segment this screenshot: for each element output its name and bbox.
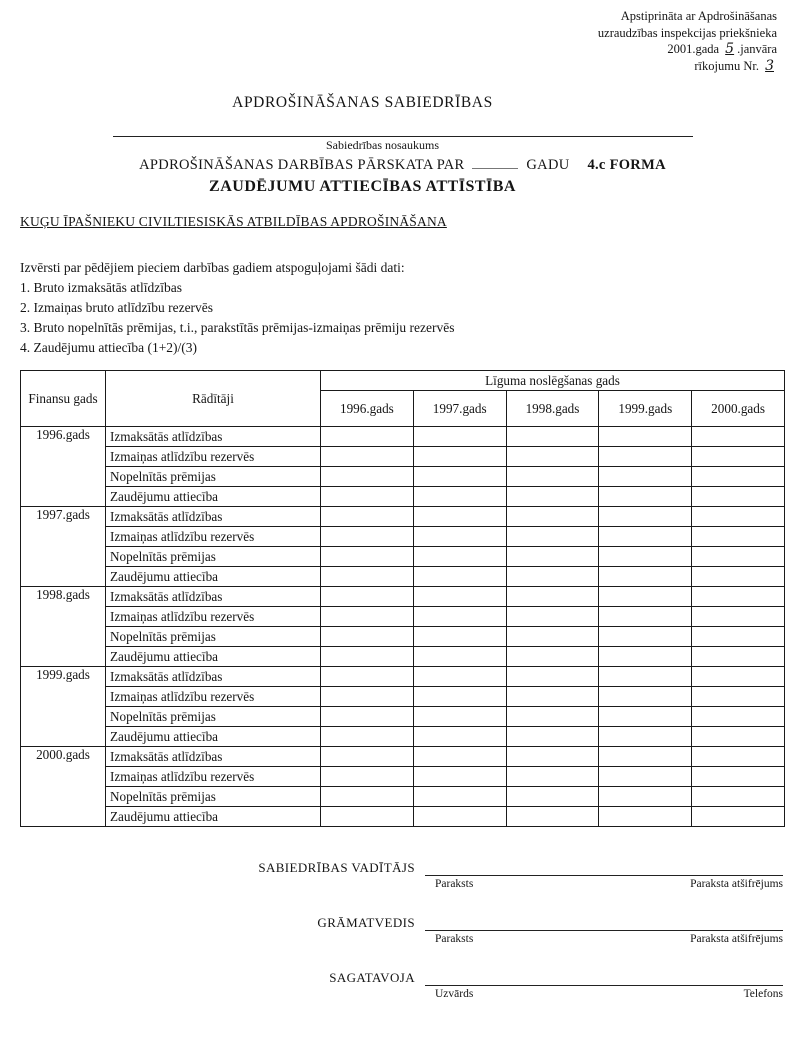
value-cell-empty (692, 767, 785, 787)
value-cell-empty (413, 467, 506, 487)
year-column-header: 1998.gads (506, 391, 599, 427)
value-cell-empty (321, 707, 414, 727)
value-cell-empty (321, 767, 414, 787)
value-cell-empty (413, 667, 506, 687)
value-cell-empty (321, 587, 414, 607)
table-row (21, 787, 785, 807)
value-cell-empty (692, 727, 785, 747)
value-cell-empty (599, 427, 692, 447)
value-cell-empty (506, 467, 599, 487)
report-title (20, 156, 785, 174)
value-cell-empty (413, 747, 506, 767)
signature-caption-right: Paraksta atšifrējums (690, 933, 783, 945)
value-cell-empty (506, 687, 599, 707)
form-code: 4.c FORMA (587, 157, 666, 173)
intro-item: 3. Bruto nopelnītās prēmijas, t.i., parakstītās prēmijas-izmaiņas prēmiju rezervēs (20, 320, 455, 335)
indicators-header: Rādītāji (106, 371, 321, 427)
signature-label: GRĀMATVEDIS (317, 915, 415, 930)
approval-date-prefix: 2001.gada (667, 42, 720, 56)
table-row (21, 507, 785, 527)
signature-block-accountant (20, 914, 785, 945)
value-cell-empty (506, 787, 599, 807)
indicator-cell: Izmaiņas atlīdzību rezervēs (106, 447, 321, 467)
value-cell-empty (599, 707, 692, 727)
loss-ratio-table (20, 370, 785, 827)
value-cell-empty (599, 667, 692, 687)
value-cell-empty (506, 607, 599, 627)
value-cell-empty (506, 587, 599, 607)
signature-caption-right: Paraksta atšifrējums (690, 878, 783, 890)
value-cell-empty (413, 767, 506, 787)
value-cell-empty (692, 667, 785, 687)
table-row (21, 747, 785, 767)
value-cell-empty (506, 727, 599, 747)
value-cell-empty (506, 807, 599, 827)
value-cell-empty (506, 707, 599, 727)
indicator-cell: Nopelnītās prēmijas (106, 787, 321, 807)
value-cell-empty (599, 507, 692, 527)
value-cell-empty (413, 647, 506, 667)
value-cell-empty (599, 607, 692, 627)
value-cell-empty (506, 767, 599, 787)
year-blank-field (472, 156, 518, 169)
signature-captions (435, 876, 783, 890)
value-cell-empty (413, 547, 506, 567)
value-cell-empty (413, 487, 506, 507)
value-cell-empty (506, 567, 599, 587)
indicator-cell: Nopelnītās prēmijas (106, 707, 321, 727)
signature-captions (435, 931, 783, 945)
indicator-cell: Izmaksātās atlīdzības (106, 667, 321, 687)
intro-item: 2. Izmaiņas bruto atlīdzību rezervēs (20, 300, 214, 315)
signature-line (425, 969, 783, 986)
value-cell-empty (692, 507, 785, 527)
approval-line-2: uzraudzības inspekcijas priekšnieka (597, 25, 777, 40)
company-name-caption: Sabiedrības nosaukums (326, 138, 439, 152)
value-cell-empty (413, 567, 506, 587)
signature-captions (435, 986, 783, 1000)
approval-date-suffix: .janvāra (737, 42, 777, 56)
report-title-post: GADU (526, 157, 570, 173)
approval-order-prefix: rīkojumu Nr. (694, 58, 759, 73)
intro-item: 1. Bruto izmaksātās atlīdzības (20, 280, 182, 295)
value-cell-empty (321, 467, 414, 487)
value-cell-empty (413, 607, 506, 627)
value-cell-empty (692, 467, 785, 487)
indicator-cell: Nopelnītās prēmijas (106, 627, 321, 647)
signature-label: SAGATAVOJA (329, 970, 415, 985)
indicator-cell: Izmaiņas atlīdzību rezervēs (106, 527, 321, 547)
value-cell-empty (599, 767, 692, 787)
value-cell-empty (321, 607, 414, 627)
value-cell-empty (599, 587, 692, 607)
value-cell-empty (599, 687, 692, 707)
approval-date-day-handwritten: 5 (725, 41, 735, 57)
value-cell-empty (506, 507, 599, 527)
value-cell-empty (413, 447, 506, 467)
value-cell-empty (321, 527, 414, 547)
signature-line (425, 859, 783, 876)
indicator-cell: Zaudējumu attiecība (106, 487, 321, 507)
value-cell-empty (321, 747, 414, 767)
value-cell-empty (692, 567, 785, 587)
indicator-cell: Zaudējumu attiecība (106, 807, 321, 827)
table-row (21, 587, 785, 607)
finance-year-cell: 1998.gads (21, 587, 106, 667)
indicator-cell: Zaudējumu attiecība (106, 567, 321, 587)
value-cell-empty (413, 687, 506, 707)
indicator-cell: Nopelnītās prēmijas (106, 467, 321, 487)
value-cell-empty (321, 787, 414, 807)
value-cell-empty (599, 727, 692, 747)
table-row (21, 427, 785, 447)
indicator-cell: Izmaiņas atlīdzību rezervēs (106, 687, 321, 707)
value-cell-empty (321, 487, 414, 507)
report-title-pre: APDROŠINĀŠANAS DARBĪBAS PĀRSKATA PAR (139, 157, 465, 173)
year-column-header: 2000.gads (692, 391, 785, 427)
value-cell-empty (413, 587, 506, 607)
table-row (21, 687, 785, 707)
form-subtitle: ZAUDĒJUMU ATTIECĪBAS ATTĪSTĪBA (209, 178, 516, 195)
value-cell-empty (692, 647, 785, 667)
value-cell-empty (321, 667, 414, 687)
table-header-row-span (21, 371, 785, 391)
value-cell-empty (599, 527, 692, 547)
value-cell-empty (599, 467, 692, 487)
indicator-cell: Izmaiņas atlīdzību rezervēs (106, 607, 321, 627)
indicator-cell: Izmaksātās atlīdzības (106, 587, 321, 607)
table-row (21, 607, 785, 627)
section-heading: KUĢU ĪPAŠNIEKU CIVILTIESISKĀS ATBILDĪBAS APDROŠINĀŠANA (20, 214, 447, 229)
value-cell-empty (599, 627, 692, 647)
value-cell-empty (599, 807, 692, 827)
value-cell-empty (413, 427, 506, 447)
finance-year-cell: 1996.gads (21, 427, 106, 507)
intro-lead: Izvērsti par pēdējiem pieciem darbības gadiem atspoguļojami šādi dati: (20, 260, 405, 275)
table-row (21, 807, 785, 827)
value-cell-empty (599, 787, 692, 807)
approval-block (20, 8, 785, 74)
year-column-header: 1996.gads (321, 391, 414, 427)
value-cell-empty (692, 747, 785, 767)
value-cell-empty (413, 707, 506, 727)
table-body (21, 427, 785, 827)
signature-block-director (20, 859, 785, 890)
table-row (21, 567, 785, 587)
value-cell-empty (321, 507, 414, 527)
value-cell-empty (506, 667, 599, 687)
finance-year-header: Finansu gads (21, 371, 106, 427)
value-cell-empty (692, 427, 785, 447)
value-cell-empty (692, 587, 785, 607)
indicator-cell: Izmaksātās atlīdzības (106, 507, 321, 527)
value-cell-empty (413, 787, 506, 807)
approval-order-number-handwritten: 3 (765, 57, 774, 74)
value-cell-empty (413, 807, 506, 827)
company-name-section (20, 136, 785, 153)
signature-area (20, 859, 785, 1000)
finance-year-cell: 1999.gads (21, 667, 106, 747)
table-row (21, 707, 785, 727)
value-cell-empty (599, 747, 692, 767)
value-cell-empty (692, 487, 785, 507)
value-cell-empty (692, 627, 785, 647)
value-cell-empty (321, 647, 414, 667)
contract-year-span-header: Līguma noslēgšanas gads (321, 371, 785, 391)
value-cell-empty (506, 487, 599, 507)
value-cell-empty (321, 807, 414, 827)
value-cell-empty (506, 747, 599, 767)
indicator-cell: Zaudējumu attiecība (106, 647, 321, 667)
table-row (21, 667, 785, 687)
table-row (21, 447, 785, 467)
value-cell-empty (692, 447, 785, 467)
signature-caption-left: Uzvārds (435, 988, 474, 1000)
finance-year-cell: 2000.gads (21, 747, 106, 827)
intro-item: 4. Zaudējumu attiecība (1+2)/(3) (20, 340, 198, 355)
company-name-line (113, 136, 693, 137)
signature-caption-right: Telefons (743, 988, 783, 1000)
value-cell-empty (692, 547, 785, 567)
org-title: APDROŠINĀŠANAS SABIEDRĪBAS (232, 94, 493, 111)
value-cell-empty (506, 427, 599, 447)
value-cell-empty (692, 807, 785, 827)
signature-caption-left: Paraksts (435, 933, 474, 945)
value-cell-empty (321, 447, 414, 467)
indicator-cell: Izmaksātās atlīdzības (106, 747, 321, 767)
value-cell-empty (321, 687, 414, 707)
value-cell-empty (506, 547, 599, 567)
value-cell-empty (321, 627, 414, 647)
value-cell-empty (506, 447, 599, 467)
finance-year-cell: 1997.gads (21, 507, 106, 587)
year-column-header: 1999.gads (599, 391, 692, 427)
value-cell-empty (692, 707, 785, 727)
value-cell-empty (692, 687, 785, 707)
value-cell-empty (506, 527, 599, 547)
year-column-header: 1997.gads (413, 391, 506, 427)
value-cell-empty (599, 647, 692, 667)
value-cell-empty (413, 527, 506, 547)
value-cell-empty (321, 567, 414, 587)
table-row (21, 487, 785, 507)
value-cell-empty (321, 427, 414, 447)
value-cell-empty (599, 567, 692, 587)
table-row (21, 727, 785, 747)
value-cell-empty (506, 647, 599, 667)
signature-label: SABIEDRĪBAS VADĪTĀJS (258, 860, 415, 875)
value-cell-empty (599, 487, 692, 507)
indicator-cell: Izmaksātās atlīdzības (106, 427, 321, 447)
value-cell-empty (413, 727, 506, 747)
approval-date-line (20, 41, 777, 58)
table-row (21, 547, 785, 567)
value-cell-empty (692, 527, 785, 547)
value-cell-empty (599, 547, 692, 567)
signature-line (425, 914, 783, 931)
approval-order-line (20, 58, 777, 75)
approval-line-1: Apstiprināta ar Apdrošināšanas (620, 9, 777, 23)
signature-block-preparer (20, 969, 785, 1000)
table-row (21, 647, 785, 667)
signature-caption-left: Paraksts (435, 878, 474, 890)
table-row (21, 627, 785, 647)
value-cell-empty (321, 727, 414, 747)
value-cell-empty (692, 787, 785, 807)
indicator-cell: Zaudējumu attiecība (106, 727, 321, 747)
value-cell-empty (599, 447, 692, 467)
indicator-cell: Izmaiņas atlīdzību rezervēs (106, 767, 321, 787)
intro-block (20, 258, 785, 358)
value-cell-empty (692, 607, 785, 627)
indicator-cell: Nopelnītās prēmijas (106, 547, 321, 567)
value-cell-empty (413, 627, 506, 647)
value-cell-empty (413, 507, 506, 527)
value-cell-empty (321, 547, 414, 567)
table-row (21, 527, 785, 547)
value-cell-empty (506, 627, 599, 647)
table-row (21, 767, 785, 787)
table-row (21, 467, 785, 487)
